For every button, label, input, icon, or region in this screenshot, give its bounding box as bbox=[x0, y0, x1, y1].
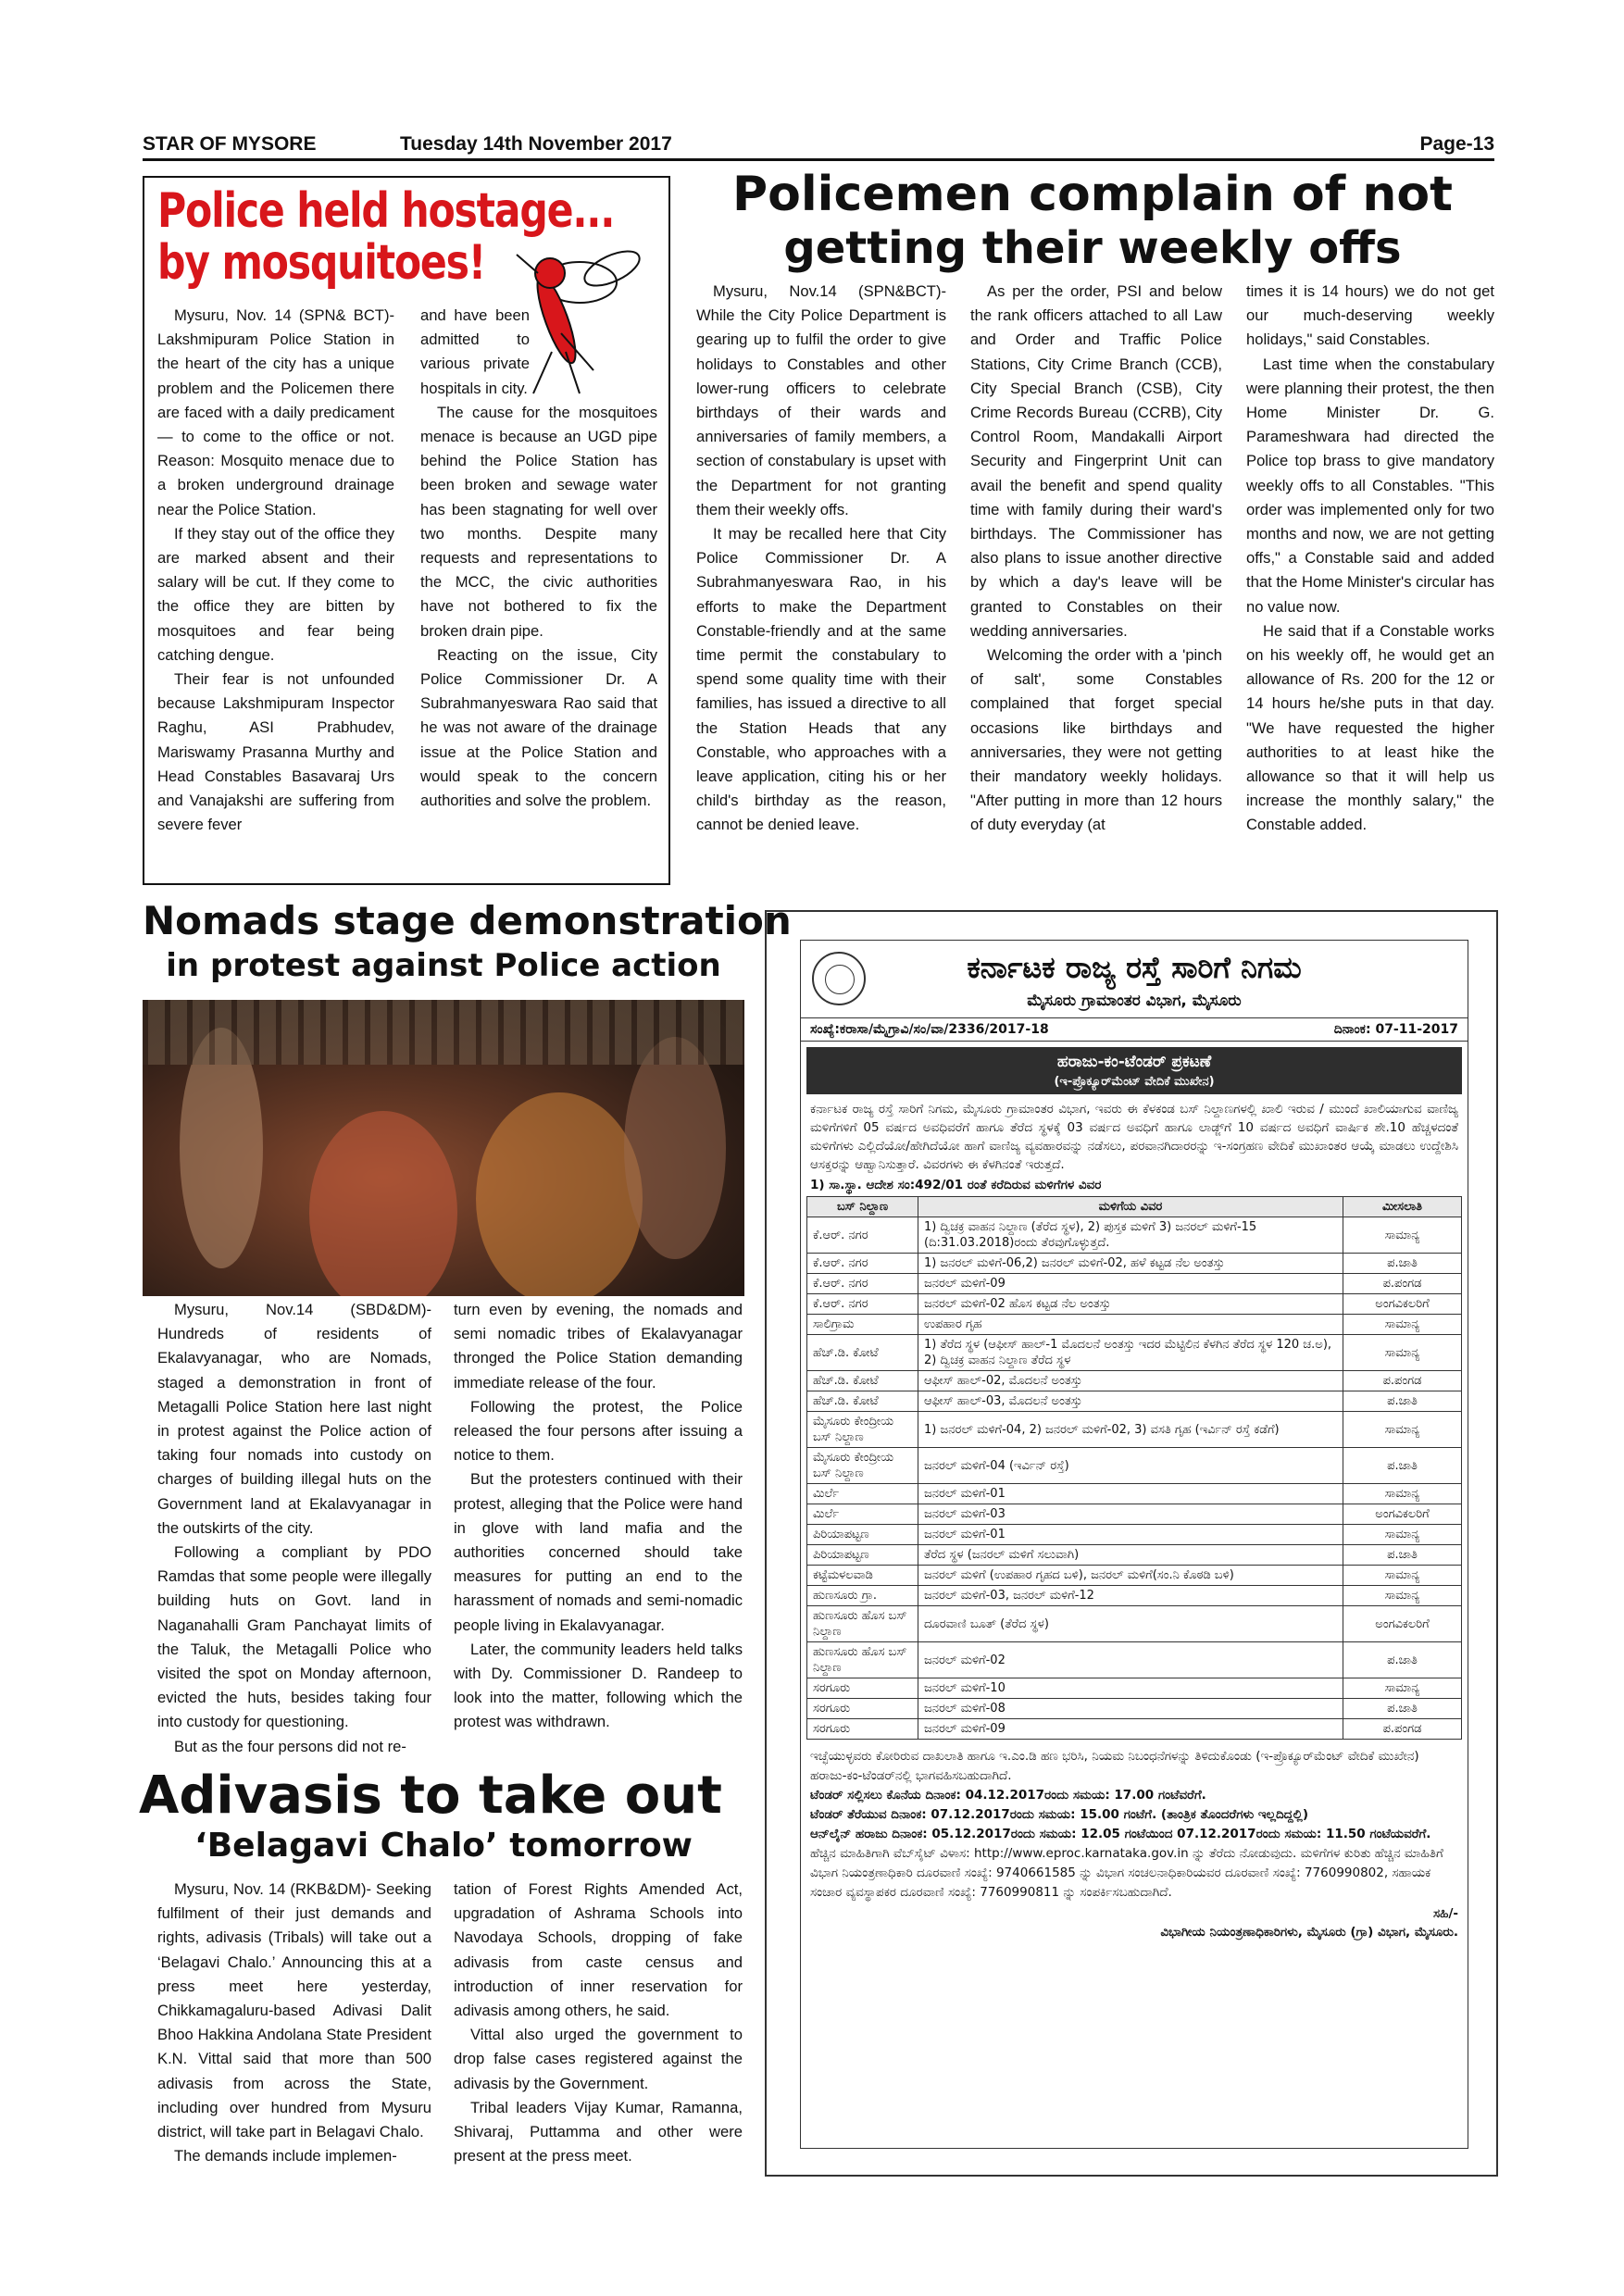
nomads-headline-line1: Nomads stage demonstration bbox=[143, 898, 792, 943]
paragraph: As per the order, PSI and below the rank officers attached to all Law and Order and Traffic Police Stations, City Crime Branch (CCB), City Special Branch (CSB), City Crime Records Bureau (CCRB), City Control Room, Mandakalli Airport Security and Fingerprint Unit can avail the benefit and spend quality time with family during their ward's birthdays. The Commissioner has also plans to issue another directive by which a day's leave will be granted to Constables on their wedding anniversaries. bbox=[970, 282, 1222, 640]
shop-detail-cell: ಉಪಹಾರ ಗೃಹ bbox=[918, 1315, 1343, 1335]
reservation-cell: ಪ.ಜಾತಿ bbox=[1343, 1448, 1462, 1484]
paragraph: Mysuru, Nov.14 (SBD&DM)- Hundreds of residents of Ekalavyanagar, who are Nomads, staged a demonstration in front of Metagalli Police Station here last night in protest against the Police action of taking four nomads into custody on charges of building illegal huts on the Government land at Ekalavyanagar in the outskirts of the city. bbox=[157, 1301, 431, 1537]
reservation-cell: ಸಾಮಾನ್ಯ bbox=[1343, 1412, 1462, 1448]
table-row bbox=[807, 1586, 1462, 1606]
tender-footer-line: ಟೆಂಡರ್ ತೆರೆಯುವ ದಿನಾಂಕ: 07.12.2017ರಂದು ಸಮಯ: 15.00 ಗಂಟೆಗೆ. (ತಾಂತ್ರಿಕ ತೊಂದರೆಗಳು ಇಲ್ಲದಿದ್ದಲ್ಲಿ) bbox=[810, 1807, 1308, 1822]
policemen-column-2 bbox=[970, 280, 1222, 838]
table-row bbox=[807, 1566, 1462, 1586]
tender-ref-number: ಸಂಖ್ಯೆ:ಕರಾಸಾ/ಮೈಗ್ರಾವಿ/ಸಂ/ವಾ/2336/2017-18 bbox=[810, 1022, 1049, 1037]
tender-notice-title: ಹರಾಜು-ಕಂ-ಟೆಂಡರ್ ಪ್ರಕಟಣೆ bbox=[806, 1047, 1462, 1073]
table-row bbox=[807, 1274, 1462, 1294]
reservation-cell: ಸಾಮಾನ್ಯ bbox=[1343, 1678, 1462, 1699]
reservation-cell: ಅಂಗವಿಕಲರಿಗೆ bbox=[1343, 1504, 1462, 1525]
table-row bbox=[807, 1504, 1462, 1525]
bus-station-cell: ಹೆಚ್.ಡಿ. ಕೋಟೆ bbox=[807, 1391, 918, 1412]
paragraph: Welcoming the order with a 'pinch of salt', some Constables complained that forget special occasions like birthdays and anniversaries, they were not getting their mandatory weekly holidays. "After putting in more than 12 hours of duty everyday (at bbox=[970, 646, 1222, 834]
tender-shops-table bbox=[806, 1196, 1462, 1740]
shop-detail-cell: ಜನರಲ್ ಮಳಿಗೆ-01 bbox=[918, 1525, 1343, 1545]
shop-detail-cell: ಜನರಲ್ ಮಳಿಗೆ-09 bbox=[918, 1274, 1343, 1294]
mosquito-column-1 bbox=[157, 304, 394, 837]
reservation-cell: ಸಾಮಾನ್ಯ bbox=[1343, 1315, 1462, 1335]
table-row bbox=[807, 1678, 1462, 1699]
reservation-cell: ಸಾಮಾನ್ಯ bbox=[1343, 1484, 1462, 1504]
mosquito-column-2 bbox=[420, 304, 657, 813]
bus-station-cell: ಮೈಸೂರು ಕೇಂದ್ರೀಯ ಬಸ್ ನಿಲ್ದಾಣ bbox=[807, 1448, 918, 1484]
reservation-cell: ಪ.ಜಾತಿ bbox=[1343, 1254, 1462, 1274]
tender-footer-line: ಇಚ್ಛೆಯುಳ್ಳವರು ಕೋರಿರುವ ದಾಖಲಾತಿ ಹಾಗೂ ಇ.ಎಂ.ಡಿ ಹಣ ಭರಿಸಿ, ನಿಯಮ ನಿಬಂಧನೆಗಳನ್ನು ತಿಳಿದುಕೊಂಡು (ಇ-ಪ್ರೊಕ್ಯೂರ್‌ಮೆಂಟ್ ವೇದಿಕೆ ಮುಖೇನ) ಹರಾಜು-ಕಂ-ಟೆಂಡರ್‌ನಲ್ಲಿ ಭಾಗವಹಿಸಬಹುದಾಗಿದೆ. bbox=[810, 1749, 1419, 1783]
paragraph: Reacting on the issue, City Police Commissioner Dr. A Subrahmanyeswara Rao said that he was not aware of the drainage issue at the Police Station and would speak to the concern authorities and solve the problem. bbox=[420, 645, 657, 810]
paragraph: Vittal also urged the government to drop false cases registered against the adivasis by the Government. bbox=[454, 2026, 743, 2092]
table-row bbox=[807, 1412, 1462, 1448]
paragraph: But the protesters continued with their protest, alleging that the Police were hand in glove with land mafia and the authorities concerned should take measures for putting an end to the harassment of nomads and semi-nomadic people living in Ekalavyanagar. bbox=[454, 1470, 743, 1634]
shop-detail-cell: ಜನರಲ್ ಮಳಿಗೆ-02 bbox=[918, 1642, 1343, 1678]
reservation-cell: ಪ.ಜಾತಿ bbox=[1343, 1391, 1462, 1412]
paragraph: Mysuru, Nov. 14 (SPN& BCT)- Lakshmipuram Police Station in the heart of the city has a unique problem and the Policemen there are faced with a daily predicament — to come to the office or not. Reason: Mosquito menace due to a broken underground drainage near the Police Station. bbox=[157, 306, 394, 518]
table-row bbox=[807, 1642, 1462, 1678]
paragraph: It may be recalled here that City Police Commissioner Dr. A Subrahmanyeswara Rao, in his efforts to make the Department Constable-friendly and at the same time permit the constabulary to spend some quality time with their families, has issued a directive to all the Station Heads that any Constable, who approaches with a leave application, citing his or her child's birthday as the reason, cannot be denied leave. bbox=[696, 525, 946, 834]
issue-date: Tuesday 14th November 2017 bbox=[400, 133, 672, 155]
adivasis-headline-line1: Adivasis to take out bbox=[139, 1766, 722, 1826]
paragraph: times it is 14 hours) we do not get our much-deserving weekly holidays," said Constables. bbox=[1246, 282, 1494, 349]
tender-org-name: ಕರ್ನಾಟಕ ರಾಜ್ಯ ರಸ್ತೆ ಸಾರಿಗೆ ನಿಗಮ bbox=[967, 950, 1302, 985]
adivasis-column-1 bbox=[157, 1878, 431, 2168]
policemen-headline-line1: Policemen complain of not bbox=[731, 167, 1454, 222]
paragraph: Mysuru, Nov. 14 (RKB&DM)- Seeking fulfilment of their just demands and rights, adivasis (Tribals) will take out a ‘Belagavi Chalo.’ Announcing this at a press meet here yesterday, Chikkamagaluru-based Adivasi Dalit Bhoo Hakkina Andolana State President K.N. Vittal said that more than 500 adivasis from across the State, including over hundred from Mysuru district, will take part in Belagavi Chalo. bbox=[157, 1880, 431, 2141]
paragraph: Their fear is not unfounded because Lakshmipuram Inspector Raghu, ASI Prabhudev, Mariswamy Prasanna Murthy and Head Constables Basavaraj Urs and Vanajakshi are suffering from severe fever bbox=[157, 670, 394, 834]
bus-station-cell: ಕೆ.ಆರ್. ನಗರ bbox=[807, 1217, 918, 1254]
policemen-column-3 bbox=[1246, 280, 1494, 838]
column-header: ಬಸ್ ನಿಲ್ದಾಣ bbox=[807, 1197, 918, 1217]
table-row bbox=[807, 1315, 1462, 1335]
bus-station-cell: ಕಟ್ಟೆಮಳಲವಾಡಿ bbox=[807, 1566, 918, 1586]
paragraph: Last time when the constabulary were planning their protest, the then Home Minister Dr. G. Parameshwara had directed the Police top brass to give mandatory weekly offs to all Constables. "This order was implemented only for two months and now, we are not getting offs," a Constable said and added that the Home Minister's circular has no value now. bbox=[1246, 355, 1494, 616]
paper-name: STAR OF MYSORE bbox=[143, 133, 317, 155]
reservation-cell: ಪ.ಜಾತಿ bbox=[1343, 1699, 1462, 1719]
column-header: ಮಳಿಗೆಯ ವಿವರ bbox=[918, 1197, 1343, 1217]
paragraph: Mysuru, Nov.14 (SPN&BCT)- While the City Police Department is gearing up to fulfil the order to give holidays to Constables and other lower-rung officers to celebrate birthdays of their wards and anniversaries of family members, a section of constabulary is upset with the Department for not granting them their weekly offs. bbox=[696, 282, 946, 518]
table-row bbox=[807, 1448, 1462, 1484]
reservation-cell: ಸಾಮಾನ್ಯ bbox=[1343, 1217, 1462, 1254]
shop-detail-cell: ಜನರಲ್ ಮಳಿಗೆ-08 bbox=[918, 1699, 1343, 1719]
reservation-cell: ಪ.ಪಂಗಡ bbox=[1343, 1371, 1462, 1391]
tender-footer-line: ಟೆಂಡರ್ ಸಲ್ಲಿಸಲು ಕೊನೆಯ ದಿನಾಂಕ: 04.12.2017ರಂದು ಸಮಯ: 17.00 ಗಂಟೆವರೆಗೆ. bbox=[810, 1788, 1206, 1803]
tender-reference-row bbox=[801, 1017, 1468, 1042]
paragraph: Following a compliant by PDO Ramdas that some people were illegally building huts on Govt. land in Naganahalli Gram Panchayat limits of the Taluk, the Metagalli Police who visited the spot on Monday afternoon, evicted the huts, besides taking four into custody for questioning. bbox=[157, 1543, 431, 1731]
paragraph: The cause for the mosquitoes menace is because an UGD pipe behind the Police Station has been broken and sewage water has been stagnating for well over two months. Despite many requests and representations to the MCC, the civic authorities have not bothered to fix the broken drain pipe. bbox=[420, 403, 657, 640]
paragraph: If they stay out of the office they are marked absent and their salary will be cut. If they come to the office they are bitten by mosquitoes and fear being catching dengue. bbox=[157, 524, 394, 664]
table-row bbox=[807, 1217, 1462, 1254]
bus-station-cell: ಸಾಲಿಗ್ರಾಮ bbox=[807, 1315, 918, 1335]
bus-station-cell: ಸರಗೂರು bbox=[807, 1678, 918, 1699]
tender-sign-mark: ಸಹಿ/- bbox=[1433, 1906, 1458, 1921]
table-row bbox=[807, 1699, 1462, 1719]
table-row bbox=[807, 1545, 1462, 1566]
shop-detail-cell: ಜನರಲ್ ಮಳಿಗೆ-02 ಹೊಸ ಕಟ್ಟಡ ನೆಲ ಅಂತಸ್ತು bbox=[918, 1294, 1343, 1315]
bus-station-cell: ಪಿರಿಯಾಪಟ್ಟಣ bbox=[807, 1525, 918, 1545]
bus-station-cell: ಹುಣಸೂರು ಹೊಸ ಬಸ್ ನಿಲ್ದಾಣ bbox=[807, 1606, 918, 1642]
mosquito-story-box bbox=[143, 176, 670, 885]
shop-detail-cell: ಜನರಲ್ ಮಳಿಗೆ-04 (ಇರ್ವಿನ್ ರಸ್ತೆ) bbox=[918, 1448, 1343, 1484]
bus-station-cell: ಕೆ.ಆರ್. ನಗರ bbox=[807, 1274, 918, 1294]
bus-station-cell: ಮಿರ್ಲೆ bbox=[807, 1504, 918, 1525]
table-row bbox=[807, 1719, 1462, 1740]
paragraph: tation of Forest Rights Amended Act, upgradation of Ashrama Schools into Navodaya Schools, dropping of fake adivasis from caste census and introduction of inner reservation for adivasis among others, he said. bbox=[454, 1880, 743, 2020]
table-header-row bbox=[807, 1197, 1462, 1217]
bus-station-cell: ಹೆಚ್.ಡಿ. ಕೋಟೆ bbox=[807, 1335, 918, 1371]
adivasis-headline-line2: ‘Belagavi Chalo’ tomorrow bbox=[194, 1827, 693, 1865]
reservation-cell: ಪ.ಪಂಗಡ bbox=[1343, 1274, 1462, 1294]
column-header: ಮೀಸಲಾತಿ bbox=[1343, 1197, 1462, 1217]
shop-detail-cell: ತೆರೆದ ಸ್ಥಳ (ಜನರಲ್ ಮಳಿಗೆ ಸಲುವಾಗಿ) bbox=[918, 1545, 1343, 1566]
shop-detail-cell: ಜನರಲ್ ಮಳಿಗೆ-03 bbox=[918, 1504, 1343, 1525]
tender-footer bbox=[801, 1740, 1468, 1903]
masthead bbox=[143, 131, 1494, 161]
paragraph: and have been admitted to various private hospitals in city. bbox=[420, 306, 530, 397]
nomads-headline-line2: in protest against Police action bbox=[166, 947, 721, 984]
paragraph: Following the protest, the Police released the four persons after issuing a notice to them. bbox=[454, 1397, 743, 1465]
table-row bbox=[807, 1335, 1462, 1371]
protest-photo bbox=[143, 1000, 744, 1296]
tender-notice-subtitle: (ಇ-ಪ್ರೊಕ್ಯೂರ್‌ಮೆಂಟ್ ವೇದಿಕೆ ಮುಖೇನ) bbox=[806, 1073, 1462, 1094]
shop-detail-cell: ಜನರಲ್ ಮಳಿಗೆ-01 bbox=[918, 1484, 1343, 1504]
reservation-cell: ಅಂಗವಿಕಲರಿಗೆ bbox=[1343, 1294, 1462, 1315]
shop-detail-cell: 1) ತೆರೆದ ಸ್ಥಳ (ಆಫೀಸ್ ಹಾಲ್-1 ಮೊದಲನೆ ಅಂತಸ್ತು ಇದರ ಮೆಟ್ಟಿಲಿನ ಕೆಳಗಿನ ತೆರೆದ ಸ್ಥಳ 120 ಚ.ಅ), 2) ದ್ವಿಚಕ್ರ ವಾಹನ ನಿಲ್ದಾಣ ತೆರೆದ ಸ್ಥಳ bbox=[918, 1335, 1343, 1371]
adivasis-column-2 bbox=[454, 1878, 743, 2168]
bus-station-cell: ಕೆ.ಆರ್. ನಗರ bbox=[807, 1294, 918, 1315]
bus-station-cell: ಹುಣಸೂರು ಗ್ರಾ. bbox=[807, 1586, 918, 1606]
shop-detail-cell: 1) ಜನರಲ್ ಮಳಿಗೆ-04, 2) ಜನರಲ್ ಮಳಿಗೆ-02, 3) ವಸತಿ ಗೃಹ (ಇರ್ವಿನ್ ರಸ್ತೆ ಕಡೆಗೆ) bbox=[918, 1412, 1343, 1448]
reservation-cell: ಸಾಮಾನ್ಯ bbox=[1343, 1586, 1462, 1606]
paragraph: turn even by evening, the nomads and semi nomadic tribes of Ekalavyanagar thronged the Police Station demanding immediate release of the four. bbox=[454, 1301, 743, 1391]
reservation-cell: ಸಾಮಾನ್ಯ bbox=[1343, 1566, 1462, 1586]
shop-detail-cell: ಜನರಲ್ ಮಳಿಗೆ-10 bbox=[918, 1678, 1343, 1699]
shop-detail-cell: 1) ಜನರಲ್ ಮಳಿಗೆ-06,2) ಜನರಲ್ ಮಳಿಗೆ-02, ಹಳೆ ಕಟ್ಟಡ ನೆಲ ಅಂತಸ್ತು bbox=[918, 1254, 1343, 1274]
table-row bbox=[807, 1371, 1462, 1391]
table-row bbox=[807, 1525, 1462, 1545]
reservation-cell: ಅಂಗವಿಕಲರಿಗೆ bbox=[1343, 1606, 1462, 1642]
page-number: Page-13 bbox=[1419, 133, 1494, 155]
table-row bbox=[807, 1391, 1462, 1412]
tender-inner-frame bbox=[800, 940, 1468, 2149]
table-row bbox=[807, 1484, 1462, 1504]
shop-detail-cell: ಜನರಲ್ ಮಳಿಗೆ (ಉಪಹಾರ ಗೃಹದ ಬಳಿ), ಜನರಲ್ ಮಳಿಗೆ(ಸಂ.ನಿ ಕೊಠಡಿ ಬಳಿ) bbox=[918, 1566, 1343, 1586]
bus-station-cell: ಹೆಚ್.ಡಿ. ಕೋಟೆ bbox=[807, 1371, 918, 1391]
table-row bbox=[807, 1294, 1462, 1315]
table-row bbox=[807, 1254, 1462, 1274]
ksrtc-emblem-icon bbox=[812, 952, 866, 1005]
bus-station-cell: ಹುಣಸೂರು ಹೊಸ ಬಸ್ ನಿಲ್ದಾಣ bbox=[807, 1642, 918, 1678]
shop-detail-cell: ಜನರಲ್ ಮಳಿಗೆ-03, ಜನರಲ್ ಮಳಿಗೆ-12 bbox=[918, 1586, 1343, 1606]
paragraph: The demands include implemen- bbox=[174, 2147, 397, 2165]
mosquito-headline-line1: Police held hostage... bbox=[157, 183, 615, 239]
bus-station-cell: ಮೈಸೂರು ಕೇಂದ್ರೀಯ ಬಸ್ ನಿಲ್ದಾಣ bbox=[807, 1412, 918, 1448]
bus-station-cell: ಮಿರ್ಲೆ bbox=[807, 1484, 918, 1504]
bus-station-cell: ಸರಗೂರು bbox=[807, 1699, 918, 1719]
paragraph: Tribal leaders Vijay Kumar, Ramanna, Shivaraj, Puttamma and other were present at the press meet. bbox=[454, 2098, 743, 2165]
nomads-column-2 bbox=[454, 1298, 743, 1735]
reservation-cell: ಸಾಮಾನ್ಯ bbox=[1343, 1335, 1462, 1371]
bus-station-cell: ಸರಗೂರು bbox=[807, 1719, 918, 1740]
paragraph: Later, the community leaders held talks with Dy. Commissioner D. Randeep to look into the matter, following which the protest was withdrawn. bbox=[454, 1640, 743, 1731]
bus-station-cell: ಪಿರಿಯಾಪಟ್ಟಣ bbox=[807, 1545, 918, 1566]
tender-footer-line: ಆನ್‌ಲೈನ್ ಹರಾಜು ದಿನಾಂಕ: 05.12.2017ರಂದು ಸಮಯ: 12.05 ಗಂಟೆಯಿಂದ 07.12.2017ರಂದು ಸಮಯ: 11.50 ಗಂಟೆಯವರೆಗೆ. bbox=[810, 1827, 1431, 1841]
mosquito-headline-line2: by mosquitoes! bbox=[157, 235, 485, 291]
policemen-column-1 bbox=[696, 280, 946, 838]
shop-detail-cell: ಜನರಲ್ ಮಳಿಗೆ-09 bbox=[918, 1719, 1343, 1740]
bus-station-cell: ಕೆ.ಆರ್. ನಗರ bbox=[807, 1254, 918, 1274]
tender-intro: ಕರ್ನಾಟಕ ರಾಜ್ಯ ರಸ್ತೆ ಸಾರಿಗೆ ನಿಗಮ, ಮೈಸೂರು ಗ್ರಾಮಾಂತರ ವಿಭಾಗ, ಇವರು ಈ ಕೆಳಕಂಡ ಬಸ್ ನಿಲ್ದಾಣಗಳಲ್ಲಿ ಖಾಲಿ ಇರುವ / ಮುಂದೆ ಖಾಲಿಯಾಗುವ ವಾಣಿಜ್ಯ ಮಳಿಗೆಗಳಿಗೆ 05 ವರ್ಷದ ಅವಧಿವರೆಗೆ ಹಾಗೂ ತೆರೆದ ಸ್ಥಳಕ್ಕೆ 03 ವರ್ಷದ ಅವಧಿಗೆ ಹಾಗೂ ಲಾಡ್ಜ್‌ಗೆ 10 ವರ್ಷದ ಅವಧಿಗೆ ವಾರ್ಷಿಕ ಶೇ.10 ಹೆಚ್ಚಳದಂತೆ ಮಳಿಗೆಗಳು ಎಲ್ಲಿದೆಯೋ/ಹೇಗಿದೆಯೋ ಹಾಗೆ ವಾಣಿಜ್ಯ ವ್ಯವಹಾರವನ್ನು ನಡೆಸಲು, ಪರವಾನಗಿದಾರರನ್ನು ಇ-ಸಂಗ್ರಹಣ ವೇದಿಕೆ ಮುಖಾಂತರ ಆಯ್ಕೆ ಮಾಡಲು ಉದ್ದೇಶಿಸಿ ಆಸಕ್ತರನ್ನು ಆಹ್ವಾನಿಸುತ್ತಾರೆ. ವಿವರಗಳು ಈ ಕೆಳಗಿನಂತೆ ಇರುತ್ತದೆ. bbox=[810, 1102, 1458, 1172]
table-row bbox=[807, 1606, 1462, 1642]
shop-detail-cell: 1) ದ್ವಿಚಕ್ರ ವಾಹನ ನಿಲ್ದಾಣ (ತೆರೆದ ಸ್ಥಳ), 2) ಪುಸ್ತಕ ಮಳಿಗೆ 3) ಜನರಲ್ ಮಳಿಗೆ-15 (ದಿ:31.03.2018)ರಂದು ತೆರವುಗೊಳ್ಳುತ್ತದೆ. bbox=[918, 1217, 1343, 1254]
reservation-cell: ಪ.ಜಾತಿ bbox=[1343, 1642, 1462, 1678]
tender-list-subtitle: 1) ಸಾ.ಸ್ಥಾ. ಆದೇಶ ಸಂ:492/01 ರಂತೆ ಕರೆದಿರುವ ಮಳಿಗೆಗಳ ವಿವರ bbox=[810, 1178, 1102, 1192]
tender-date: ದಿನಾಂಕ: 07-11-2017 bbox=[1333, 1022, 1458, 1037]
shop-detail-cell: ಆಫೀಸ್ ಹಾಲ್-03, ಮೊದಲನೆ ಅಂತಸ್ತು bbox=[918, 1391, 1343, 1412]
reservation-cell: ಪ.ಪಂಗಡ bbox=[1343, 1719, 1462, 1740]
reservation-cell: ಪ.ಜಾತಿ bbox=[1343, 1545, 1462, 1566]
policemen-headline-line2: getting their weekly offs bbox=[783, 222, 1402, 274]
shop-detail-cell: ಆಫೀಸ್ ಹಾಲ್-02, ಮೊದಲನೆ ಅಂತಸ್ತು bbox=[918, 1371, 1343, 1391]
tender-advertisement bbox=[765, 910, 1498, 2177]
shop-detail-cell: ದೂರವಾಣಿ ಬೂತ್ (ತೆರೆದ ಸ್ಥಳ) bbox=[918, 1606, 1343, 1642]
paragraph: But as the four persons did not re- bbox=[174, 1737, 406, 1755]
paragraph: He said that if a Constable works on his weekly off, he would get an allowance of Rs. 200 for the 12 or 14 hours he/she puts in that day. "We have requested the higher authorities to at least hike the allowance so that it will help us increase the monthly salary," the Constable added. bbox=[1246, 621, 1494, 834]
tender-footer-line: ಹೆಚ್ಚಿನ ಮಾಹಿತಿಗಾಗಿ ವೆಬ್‌ಸೈಟ್ ವಿಳಾಸ: http://www.eproc.karnataka.gov.in ನ್ನು ತೆರೆದು ನೋಡುವುದು. ಮಳಿಗೆಗಳ ಕುರಿತು ಹೆಚ್ಚಿನ ಮಾಹಿತಿಗೆ ವಿಭಾಗ ನಿಯಂತ್ರಣಾಧಿಕಾರಿ ದೂರವಾಣಿ ಸಂಖ್ಯೆ: 9740661585 ನ್ನು ವಿಭಾಗ ಸಂಚಲನಾಧಿಕಾರಿಯವರ ದೂರವಾಣಿ ಸಂಖ್ಯೆ: 7760990802, ಸಹಾಯಕ ಸಂಚಾರ ವ್ಯವಸ್ಥಾಪಕರ ದೂರವಾಣಿ ಸಂಖ್ಯೆ: 7760990811 ನ್ನು ಸಂಪರ್ಕಿಸಬಹುದಾಗಿದೆ. bbox=[810, 1846, 1443, 1900]
nomads-column-1 bbox=[157, 1298, 431, 1759]
reservation-cell: ಸಾಮಾನ್ಯ bbox=[1343, 1525, 1462, 1545]
tender-signature: ವಿಭಾಗೀಯ ನಿಯಂತ್ರಣಾಧಿಕಾರಿಗಳು, ಮೈಸೂರು (ಗ್ರಾ) ವಿಭಾಗ, ಮೈಸೂರು. bbox=[1160, 1925, 1458, 1940]
tender-division: ಮೈಸೂರು ಗ್ರಾಮಾಂತರ ವಿಭಾಗ, ಮೈಸೂರು bbox=[1027, 992, 1242, 1010]
